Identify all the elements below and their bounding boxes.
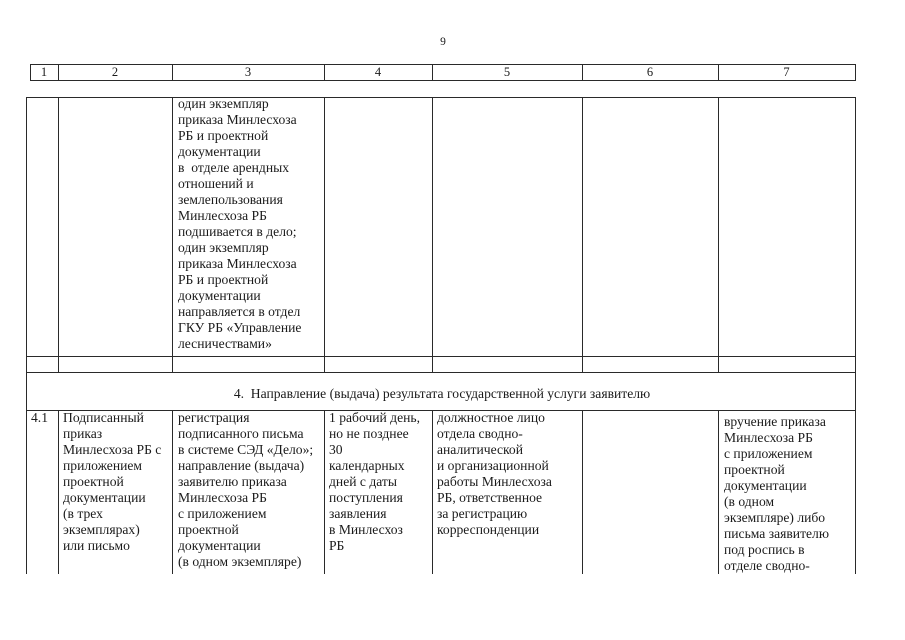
cell-text-line: заявления <box>329 506 387 521</box>
column-divider <box>432 410 433 574</box>
table-right-border <box>855 97 856 574</box>
cell-text-line: РБ, ответственное <box>437 490 543 505</box>
column-divider <box>324 97 325 373</box>
cell-text-line: документации <box>178 538 261 553</box>
column-divider <box>718 97 719 373</box>
row-divider <box>26 356 855 357</box>
cell-text-line: регистрация <box>178 410 250 425</box>
column-number: 4 <box>374 65 382 79</box>
column-divider <box>324 410 325 574</box>
cell-text-line: подшивается в дело; <box>178 224 297 239</box>
cell-text-line: проектной <box>178 522 239 537</box>
cell-text-line: экземпляре) либо <box>724 510 826 525</box>
cell-text-line: документации <box>724 478 807 493</box>
column-divider <box>582 410 583 574</box>
cell-text-line: или письмо <box>63 538 130 553</box>
cell-text-line: вручение приказа <box>724 414 826 429</box>
cell-text-line: и организационной <box>437 458 549 473</box>
cell-text-line: отделе сводно- <box>724 558 810 573</box>
section-heading: 4. Направление (выдача) результата государственной услуги заявителю <box>233 386 651 401</box>
cell-text-line: один экземпляр <box>178 240 269 255</box>
column-number: 3 <box>244 65 252 79</box>
cell-text-line: поступления <box>329 490 403 505</box>
column-divider <box>172 410 173 574</box>
cell-text-line: в отделе арендных <box>178 160 290 175</box>
cell-text-line: отношений и <box>178 176 254 191</box>
cell-text-line: письма заявителю <box>724 526 829 541</box>
column-divider <box>582 97 583 373</box>
cell-text-line: проектной <box>724 462 785 477</box>
cell-text-line: Минлесхоза РБ с <box>63 442 162 457</box>
page-number: 9 <box>440 36 446 48</box>
cell-text-line: корреспонденции <box>437 522 540 537</box>
column-number: 2 <box>111 65 119 79</box>
column-number: 6 <box>646 65 654 79</box>
cell-text-line: РБ и проектной <box>178 128 269 143</box>
column-number: 7 <box>783 65 790 79</box>
cell-text-line: под роспись в <box>724 542 805 557</box>
cell-text-line: с приложением <box>178 506 267 521</box>
cell-text-line: ГКУ РБ «Управление <box>178 320 302 335</box>
cell-text-line: один экземпляр <box>178 96 269 111</box>
cell-text-line: проектной <box>63 474 124 489</box>
cell-text-line: РБ и проектной <box>178 272 269 287</box>
column-divider <box>718 410 719 574</box>
cell-text-line: дней с даты <box>329 474 398 489</box>
column-number: 1 <box>40 65 48 79</box>
cell-text-line: лесничествами» <box>178 336 272 351</box>
cell-text-line: Минлесхоза РБ <box>178 208 267 223</box>
cell-text-line: заявителю приказа <box>178 474 287 489</box>
cell-text-line: отдела сводно- <box>437 426 523 441</box>
header-divider <box>855 64 856 81</box>
cell-text-line: документации <box>178 288 261 303</box>
cell-text-line: приказа Минлесхоза <box>178 256 297 271</box>
cell-text-line: в системе СЭД «Дело»; <box>178 442 314 457</box>
cell-text-line: с приложением <box>724 446 813 461</box>
cell-text-line: 30 <box>329 442 343 457</box>
table-top-border <box>26 97 855 98</box>
cell-text-line: подписанного письма <box>178 426 304 441</box>
cell-text-line: приложением <box>63 458 143 473</box>
cell-text-line: (в одном экземпляре) <box>178 554 302 569</box>
header-bottom-border <box>30 80 855 81</box>
cell-text-line: направляется в отдел <box>178 304 301 319</box>
cell-text-line: Минлесхоза РБ <box>178 490 267 505</box>
row-number: 4.1 <box>31 410 48 425</box>
row-divider <box>26 372 855 373</box>
cell-text-line: должностное лицо <box>437 410 545 425</box>
column-divider <box>432 97 433 373</box>
column-divider <box>172 97 173 373</box>
column-divider <box>58 97 59 373</box>
cell-text-line: документации <box>178 144 261 159</box>
cell-text-line: (в трех <box>63 506 103 521</box>
cell-text-line: но не позднее <box>329 426 409 441</box>
cell-text-line: РБ <box>329 538 345 553</box>
cell-text-line: документации <box>63 490 146 505</box>
cell-text-line: направление (выдача) <box>178 458 305 473</box>
cell-text-line: в Минлесхоз <box>329 522 403 537</box>
cell-text-line: за регистрацию <box>437 506 528 521</box>
column-divider <box>58 410 59 574</box>
cell-text-line: (в одном <box>724 494 775 509</box>
cell-text-line: приказ <box>63 426 103 441</box>
cell-text-line: экземплярах) <box>63 522 140 537</box>
cell-text-line: землепользования <box>178 192 283 207</box>
cell-text-line: календарных <box>329 458 405 473</box>
column-number: 5 <box>503 65 511 79</box>
cell-text-line: 1 рабочий день, <box>329 410 420 425</box>
cell-text-line: работы Минлесхоза <box>437 474 552 489</box>
cell-text-line: Минлесхоза РБ <box>724 430 813 445</box>
cell-text-line: аналитической <box>437 442 523 457</box>
cell-text-line: Подписанный <box>63 410 144 425</box>
table-left-border <box>26 97 27 574</box>
cell-text-line: приказа Минлесхоза <box>178 112 297 127</box>
